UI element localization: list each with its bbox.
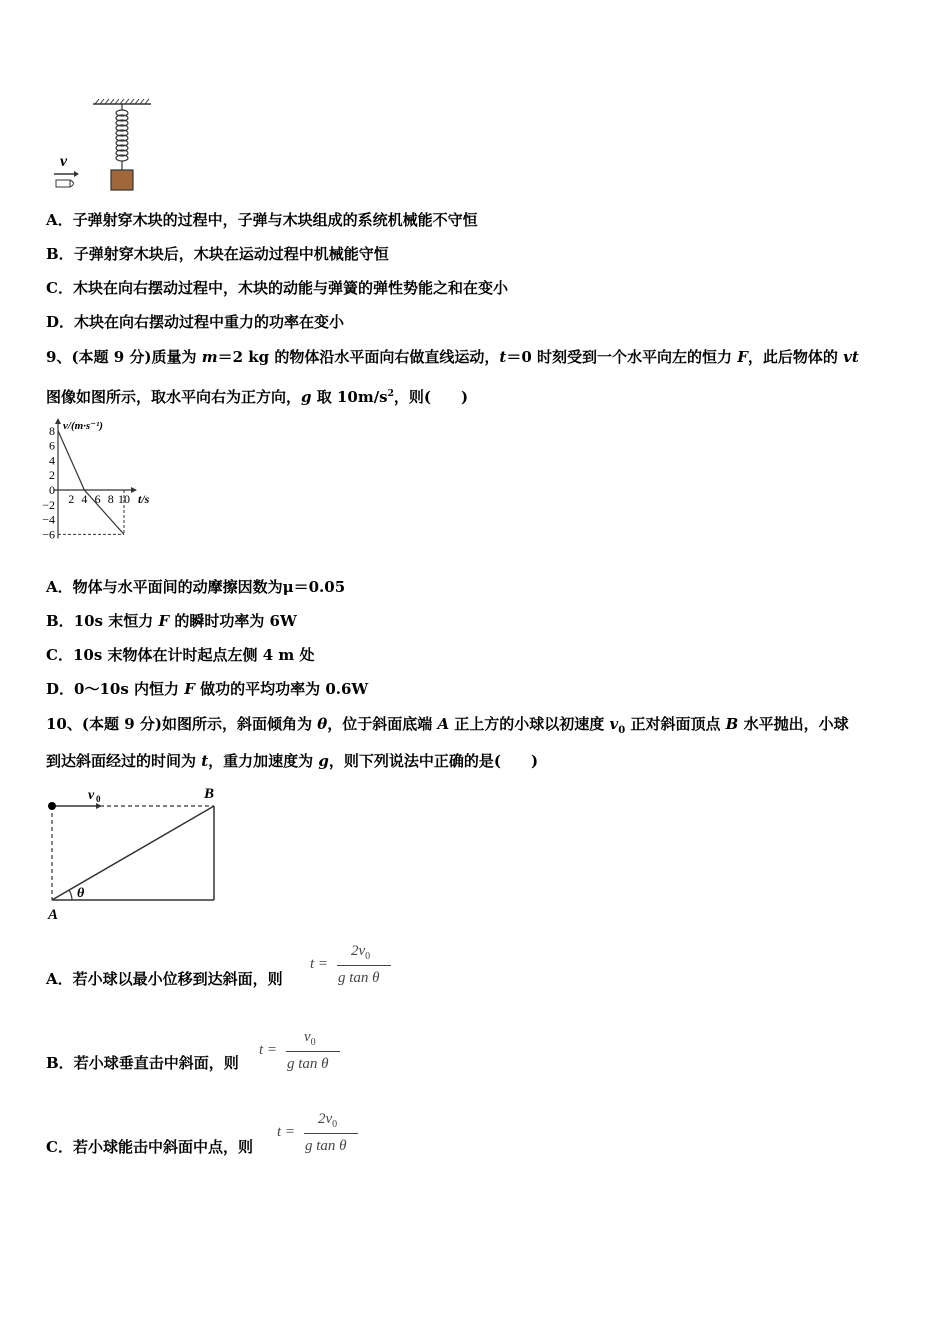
incline-figure (40, 782, 230, 927)
y-axis-arrow (55, 418, 61, 424)
y-tick-label: −4 (42, 512, 55, 527)
ball-icon (48, 802, 56, 810)
label-v0-sub: 0 (96, 794, 101, 804)
vt-chart (40, 416, 210, 546)
y-tick-label: 8 (49, 423, 55, 438)
x-axis-arrow (131, 487, 137, 493)
label-v0: v (88, 788, 95, 803)
q8-option-b: B．子弹射穿木块后，木块在运动过程中机械能守恒 (46, 245, 389, 263)
x-tick-label: 4 (81, 492, 88, 506)
q9-option-b: B．10s 末恒力 F 的瞬时功率为 6W (46, 612, 297, 630)
series-line (58, 431, 124, 535)
y-tick-label: 2 (49, 468, 55, 483)
x-axis-title: t/s (138, 492, 150, 506)
q10-option-c-formula: t = $2v_0$ g tan θ (277, 1110, 367, 1162)
y-tick-label: 0 (49, 483, 55, 497)
spring-block-figure (48, 96, 158, 196)
y-axis-title: v/(m·s⁻¹) (63, 420, 103, 432)
q9-option-c: C．10s 末物体在计时起点左侧 4 m 处 (46, 646, 315, 664)
q9-option-d: D．0～10s 内恒力 F 做功的平均功率为 0.6W (46, 680, 369, 698)
q10-stem-line1: 10、(本题 9 分)如图所示，斜面倾角为 θ，位于斜面底端 A 正上方的小球以初速度 $v_0$ 正对斜面顶点 B 水平抛出，小球 (46, 715, 849, 736)
y-tick-label: −2 (42, 497, 55, 512)
y-tick-label: 6 (49, 438, 55, 453)
label-B: B (204, 786, 215, 802)
x-tick-label: 2 (68, 492, 75, 506)
angle-arc (69, 890, 72, 900)
label-theta: θ (77, 886, 85, 901)
spring-icon (116, 104, 128, 170)
q10-stem-line2: 到达斜面经过的时间为 t，重力加速度为 g，则下列说法中正确的是( ) (46, 752, 539, 770)
bullet-icon (56, 180, 74, 187)
q9-stem-line1: 9、(本题 9 分)质量为 m＝2 kg 的物体沿水平面向右做直线运动，t＝0 时刻受到一个水平向左的恒力 F，此后物体的 vt (46, 348, 859, 366)
x-tick-label: 6 (94, 492, 101, 506)
q8-option-d: D．木块在向右摆动过程中重力的功率在变小 (46, 313, 345, 331)
velocity-label: v (60, 153, 68, 170)
q8-option-c: C．木块在向右摆动过程中，木块的动能与弹簧的弹性势能之和在变小 (46, 279, 508, 297)
q10-option-c: C．若小球能击中斜面中点，则 (46, 1138, 253, 1156)
q10-option-a: A．若小球以最小位移到达斜面，则 (46, 970, 283, 988)
label-A: A (48, 907, 59, 923)
y-tick-label: −6 (42, 527, 55, 542)
q10-option-b-formula: t = $v_0$ g tan θ (259, 1028, 349, 1080)
q8-option-a: A．子弹射穿木块的过程中，子弹与木块组成的系统机械能不守恒 (46, 211, 478, 229)
wood-block-icon (111, 170, 133, 190)
y-tick-label: 4 (49, 453, 55, 468)
q9-stem-line2: 图像如图所示，取水平向右为正方向，g 取 $10m/s^2$，则( ) (46, 388, 469, 406)
q10-option-a-formula: t = $2v_0$ g tan θ (310, 942, 400, 994)
x-tick-label: 10 (118, 492, 130, 506)
q9-option-a: A．物体与水平面间的动摩擦因数为μ＝0.05 (46, 578, 346, 596)
q10-option-b: B．若小球垂直击中斜面，则 (46, 1054, 239, 1072)
x-tick-label: 8 (107, 492, 114, 506)
